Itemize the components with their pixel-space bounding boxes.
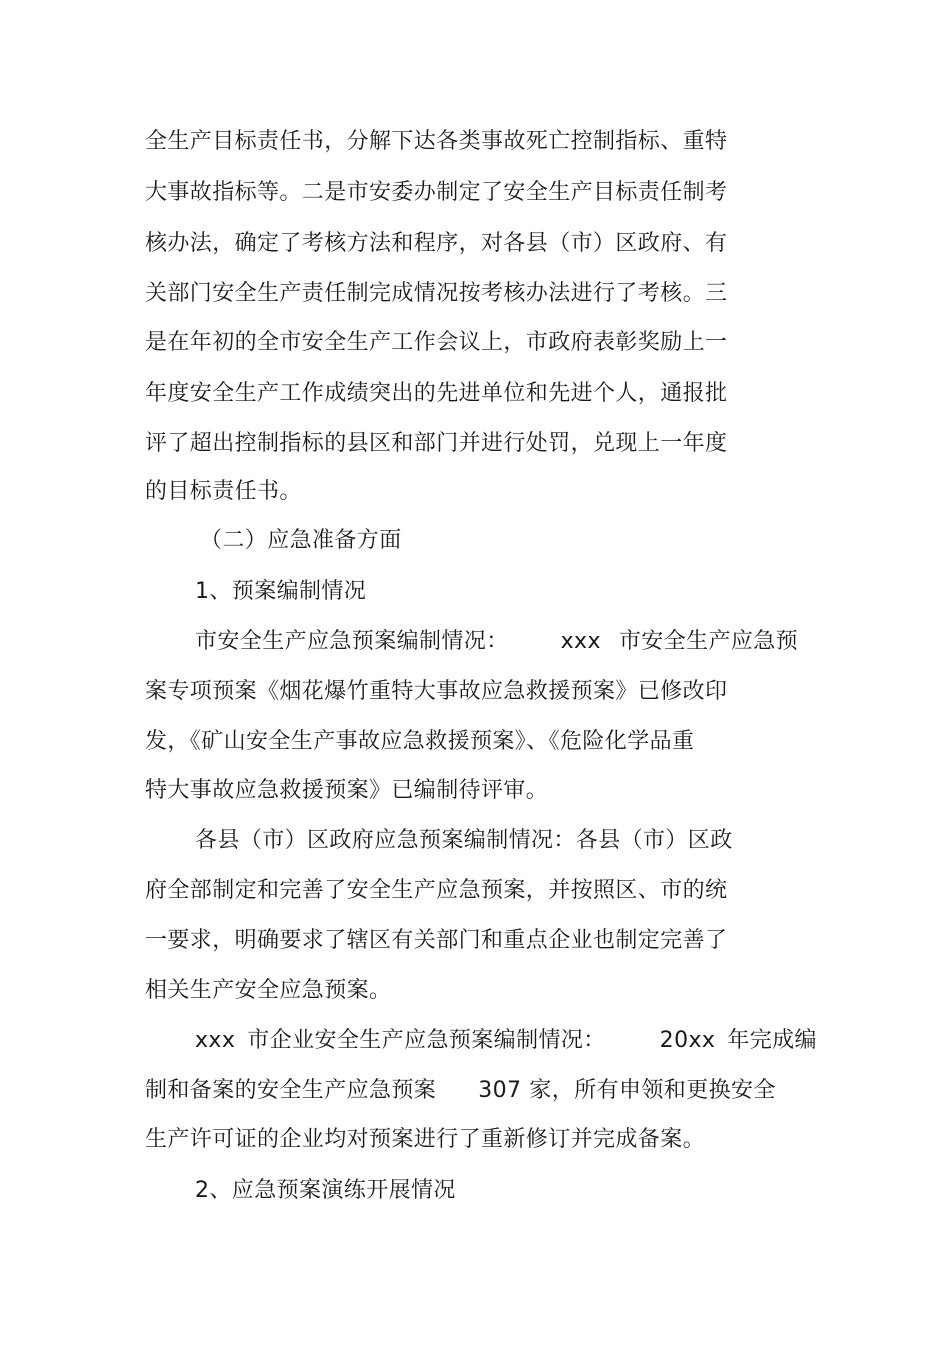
text-span: xxx: [560, 629, 601, 654]
paragraph-line: 相关生产安全应急预案。: [145, 978, 392, 1003]
text-span: 市企业安全生产应急预案编制情况：: [247, 1028, 606, 1053]
paragraph-line: 特大事故应急救援预案》已编制待评审。: [145, 778, 549, 803]
text-span: 年完成编: [727, 1028, 817, 1053]
paragraph-line: 大事故指标等。二是市安委办制定了安全生产目标责任制考: [145, 180, 728, 205]
text-span: xxx: [195, 1028, 236, 1053]
paragraph-line: 案专项预案《烟花爆竹重特大事故应急救援预案》已修改印: [145, 679, 728, 704]
paragraph-line: 各县（市）区政府应急预案编制情况：各县（市）区政: [195, 828, 733, 853]
paragraph-line: 府全部制定和完善了安全生产应急预案，并按照区、市的统: [145, 878, 728, 903]
subsection-heading: 2、应急预案演练开展情况: [195, 1178, 456, 1203]
subsection-heading: 1、预案编制情况: [195, 579, 367, 604]
paragraph-line: [145, 1075, 776, 1107]
paragraph-line: 发，《矿山安全生产事故应急救援预案》、《危险化学品重: [145, 729, 695, 754]
text-span: 家，所有申领和更换安全: [529, 1078, 776, 1103]
paragraph-line: 的目标责任书。: [145, 479, 302, 504]
paragraph-line: 一要求，明确要求了辖区有关部门和重点企业也制定完善了: [145, 928, 728, 953]
paragraph-line: 全生产目标责任书，分解下达各类事故死亡控制指标、重特: [145, 129, 728, 154]
paragraph-line: 年度安全生产工作成绩突出的先进单位和先进个人，通报批: [145, 381, 728, 406]
paragraph-line: 关部门安全生产责任制完成情况按考核办法进行了考核。三: [145, 281, 728, 306]
paragraph-line: 是在年初的全市安全生产工作会议上，市政府表彰奖励上一: [145, 330, 728, 355]
paragraph-line: 评了超出控制指标的县区和部门并进行处罚，兑现上一年度: [145, 431, 728, 456]
paragraph-line: 核办法，确定了考核方法和程序，对各县（市）区政府、有: [145, 231, 728, 256]
text-span: 307: [478, 1078, 522, 1103]
text-span: 市安全生产应急预: [618, 629, 799, 654]
text-span: 市安全生产应急预案编制情况：: [195, 629, 509, 654]
section-heading: （二）应急准备方面: [200, 528, 402, 553]
text-span: 制和备案的安全生产应急预案: [145, 1078, 437, 1103]
paragraph-line: [195, 626, 798, 658]
paragraph-line: [195, 1025, 817, 1057]
paragraph-line: 生产许可证的企业均对预案进行了重新修订并完成备案。: [145, 1127, 706, 1152]
text-span: 20xx: [659, 1028, 716, 1053]
